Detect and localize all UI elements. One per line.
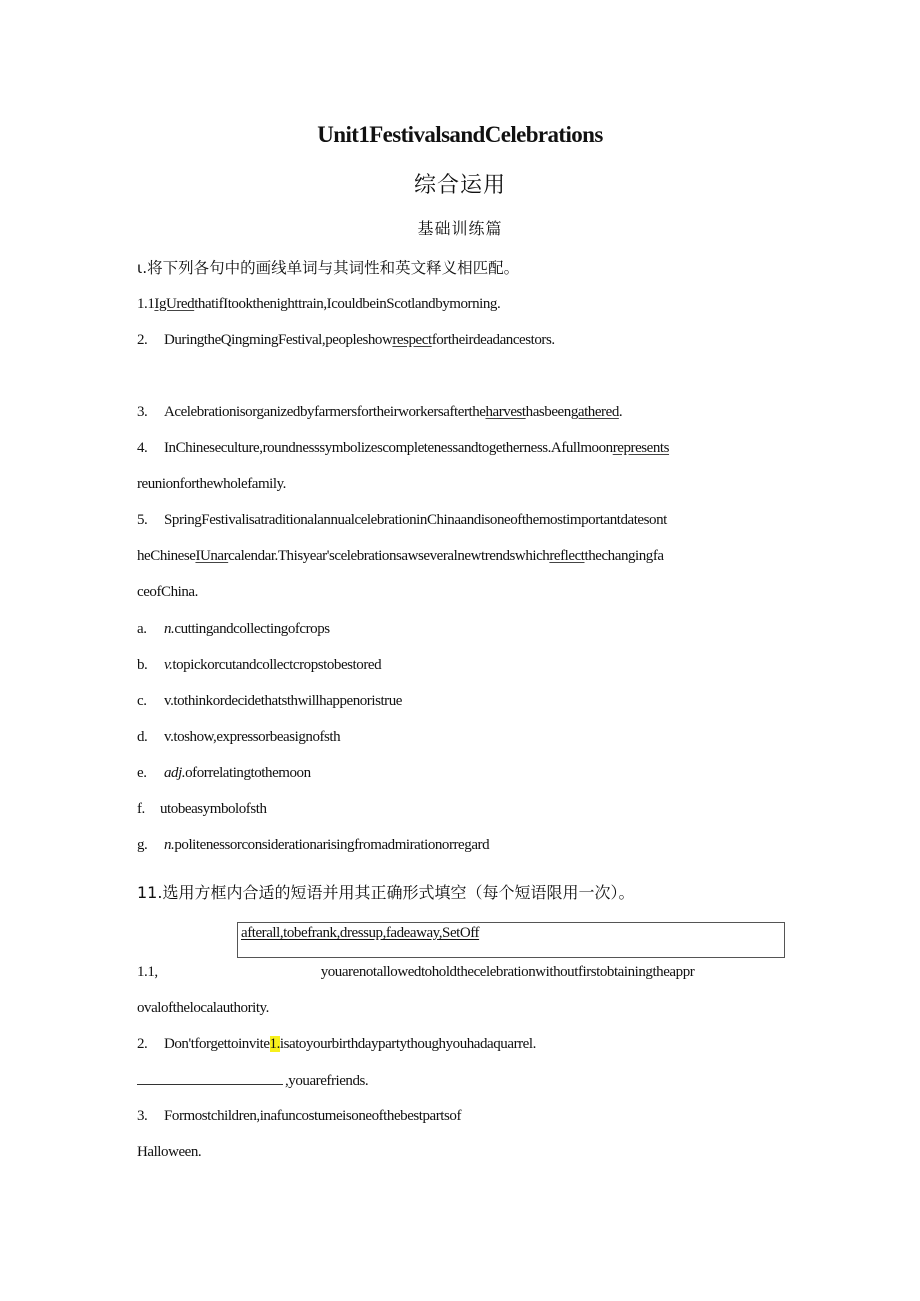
sentence-text: . [618, 404, 623, 420]
s1-item-1 [137, 294, 787, 314]
option-letter: a. [137, 621, 147, 637]
part-of-speech: n. [164, 837, 175, 853]
s2-item-3 [137, 1106, 787, 1126]
sentence-text: fortheirdeadancestors. [431, 332, 555, 348]
option-d [137, 727, 787, 747]
highlighted-mark: 1. [269, 1036, 280, 1052]
option-letter: d. [137, 729, 148, 745]
s2-item-2-line2 [137, 1070, 787, 1091]
sentence-text: calendar.Thisyear'scelebrationsawseveralnewtrendswhich [228, 548, 550, 564]
phrase-list: afterall,tobefrank,dressup,fadeaway,SetOff [241, 925, 480, 941]
sentence-text: hasbeen [525, 404, 571, 420]
phrase-box [237, 922, 785, 958]
definition: politenessorconsiderationarisingfromadmirationorregard [174, 837, 490, 853]
option-letter: b. [137, 657, 148, 673]
definition: utobeasymbolofsth [160, 801, 267, 817]
section-title: 基础训练篇 [417, 219, 503, 238]
option-letter: c. [137, 693, 147, 709]
s1-item-2 [137, 330, 787, 350]
sentence-text: isatoyourbirthdaypartythoughyouhadaquarrel. [279, 1036, 536, 1052]
item-number: 4. [137, 440, 148, 456]
sentence-text: thatifItookthenighttrain,IcouldbeinScotlandbymorning. [194, 296, 501, 312]
item-number: 1.1 [137, 296, 155, 312]
underlined-word: respect [392, 332, 432, 348]
sentence-text: SpringFestivalisatraditionalannualcelebrationinChinaandisoneofthemostimportantdatesont [164, 512, 667, 528]
part-of-speech: adj. [164, 765, 186, 781]
s1-item-5 [137, 510, 787, 530]
sentence-text: InChineseculture,roundnesssymbolizescompletenessandtogetherness.Afullmoon [164, 440, 613, 456]
s2-item-1 [137, 962, 787, 982]
definition: cuttingandcollectingofcrops [174, 621, 330, 637]
sentence-text: heChinese [137, 548, 196, 564]
definition: oforrelatingtothemoon [185, 765, 311, 781]
s1-item-4-cont: reunionforthewholefamily. [137, 476, 286, 492]
sentence-text: thechangingfa [584, 548, 664, 564]
underlined-word: reflect [549, 548, 585, 564]
item-number: 2. [137, 1036, 148, 1052]
option-letter: g. [137, 837, 148, 853]
option-letter: f. [137, 801, 145, 817]
option-letter: e. [137, 765, 147, 781]
definition: v.toshow,expressorbeasignofsth [164, 729, 341, 745]
option-c [137, 691, 787, 711]
option-f [137, 799, 787, 819]
s2-item-2 [137, 1034, 787, 1054]
item-number: 1.1, [137, 964, 158, 980]
item-number: 3. [137, 404, 148, 420]
option-a [137, 619, 787, 639]
s2-item-1-line2: ovalofthelocalauthority. [137, 1000, 269, 1016]
item-number: 3. [137, 1108, 148, 1124]
section2-heading: 11.选用方框内合适的短语并用其正确形式填空（每个短语限用一次）。 [137, 883, 635, 902]
answer-blank[interactable] [137, 1070, 283, 1085]
sentence-text: youarenotallowedtoholdthecelebrationwithoutfirstobtainingtheappr [320, 964, 695, 980]
s2-item-3-line2: Halloween. [137, 1144, 202, 1160]
s1-item-3 [137, 402, 787, 422]
sentence-text: DuringtheQingmingFestival,peopleshow [164, 332, 393, 348]
option-e [137, 763, 787, 783]
item-number: 2. [137, 332, 148, 348]
part-of-speech: v. [164, 657, 173, 673]
underlined-word: IgUred [154, 296, 195, 312]
s1-item-5-line3: ceofChina. [137, 584, 198, 600]
page-title: Unit1FestivalsandCelebrations [317, 122, 603, 147]
page-subtitle: 综合运用 [413, 173, 506, 198]
underlined-word: harvest [485, 404, 526, 420]
sentence-text: ,youarefriends. [285, 1073, 369, 1089]
sentence-text: Don'tforgettoinvite [164, 1036, 270, 1052]
underlined-word: IUnar [195, 548, 229, 564]
s1-item-5-line2 [137, 546, 787, 566]
s1-item-4 [137, 438, 787, 458]
definition: topickorcutandcollectcropstobestored [172, 657, 382, 673]
part-of-speech: n. [164, 621, 175, 637]
option-g [137, 835, 787, 855]
underlined-word: gathered [570, 404, 619, 420]
underlined-word: represents [612, 440, 670, 456]
definition: v.tothinkordecidethatsthwillhappenoristrue [164, 693, 402, 709]
option-b [137, 655, 787, 675]
item-number: 5. [137, 512, 148, 528]
sentence-text: Formostchildren,inafuncostumeisoneofthebestpartsof [164, 1108, 462, 1124]
sentence-text: Acelebrationisorganizedbyfarmersfortheirworkersafterthe [164, 404, 486, 420]
section1-heading: ι.将下列各句中的画线单词与其词性和英文释义相匹配。 [137, 259, 520, 277]
